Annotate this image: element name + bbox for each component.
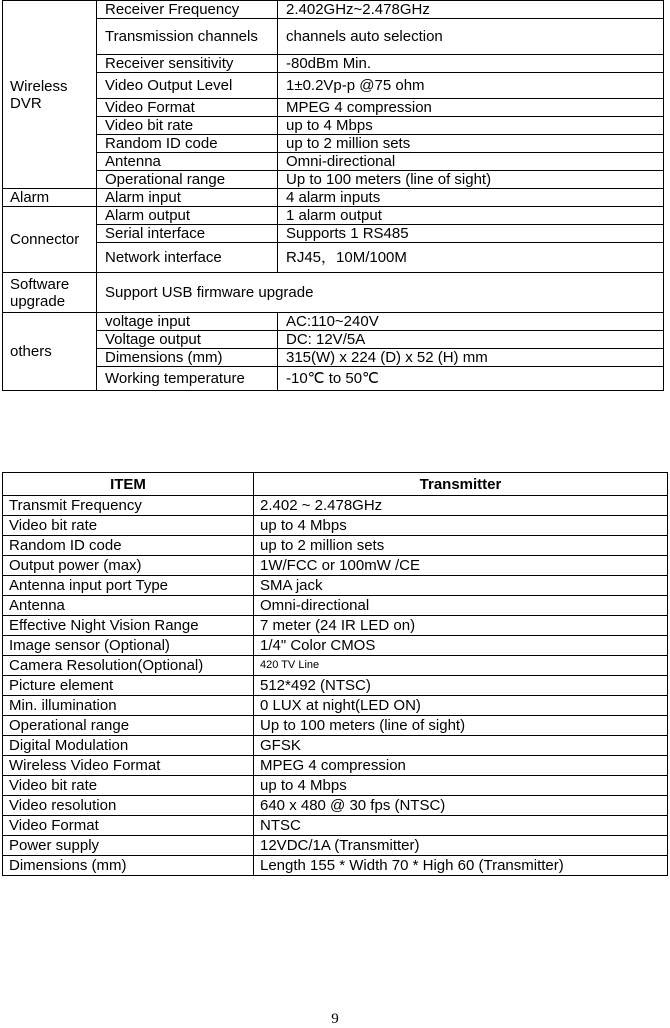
group-name: Wireless DVR: [3, 1, 97, 189]
table-row: [3, 73, 664, 99]
table-row: [3, 225, 664, 243]
table-row: [3, 19, 664, 55]
table-row: [3, 576, 668, 596]
item-cell: Digital Modulation: [3, 736, 254, 756]
table-row: [3, 189, 664, 207]
spec-value: Support USB firmware upgrade: [97, 273, 664, 313]
item-cell: Video bit rate: [3, 776, 254, 796]
transmitter-cell: up to 4 Mbps: [254, 776, 668, 796]
spec-value: Supports 1 RS485: [278, 225, 664, 243]
spec-value: 1±0.2Vp-p @75 ohm: [278, 73, 664, 99]
spec-label: Voltage output: [97, 331, 278, 349]
transmitter-cell: MPEG 4 compression: [254, 756, 668, 776]
item-cell: Dimensions (mm): [3, 856, 254, 876]
table-row: [3, 516, 668, 536]
item-cell: Antenna input port Type: [3, 576, 254, 596]
spec-value: RJ45，10M/100M: [278, 243, 664, 273]
item-cell: Min. illumination: [3, 696, 254, 716]
item-cell: Antenna: [3, 596, 254, 616]
table-row: [3, 616, 668, 636]
transmitter-cell: Up to 100 meters (line of sight): [254, 716, 668, 736]
transmitter-cell: 0 LUX at night(LED ON): [254, 696, 668, 716]
table-row: [3, 273, 664, 313]
table-row: [3, 55, 664, 73]
spec-label: Video Output Level: [97, 73, 278, 99]
spec-label: Receiver Frequency: [97, 1, 278, 19]
table-row: [3, 313, 664, 331]
spec-value: -10℃ to 50℃: [278, 367, 664, 391]
table-row: [3, 756, 668, 776]
item-cell: Operational range: [3, 716, 254, 736]
table-row: [3, 349, 664, 367]
transmitter-spec-table: [2, 472, 668, 876]
transmitter-cell: 12VDC/1A (Transmitter): [254, 836, 668, 856]
spec-value: MPEG 4 compression: [278, 99, 664, 117]
table-row: [3, 716, 668, 736]
item-cell: Random ID code: [3, 536, 254, 556]
table-row: [3, 99, 664, 117]
spec-label: voltage input: [97, 313, 278, 331]
spec-value: -80dBm Min.: [278, 55, 664, 73]
table-row: [3, 556, 668, 576]
item-cell: Video Format: [3, 816, 254, 836]
spec-value: up to 4 Mbps: [278, 117, 664, 135]
table-row: [3, 656, 668, 676]
spec-label: Alarm output: [97, 207, 278, 225]
table-row: [3, 207, 664, 225]
table-row: [3, 536, 668, 556]
spec-value: channels auto selection: [278, 19, 664, 55]
table-row: [3, 1, 664, 19]
transmitter-cell: SMA jack: [254, 576, 668, 596]
table-header-row: [3, 473, 668, 496]
table-row: [3, 856, 668, 876]
spec-label: Transmission channels: [97, 19, 278, 55]
spec-value: Up to 100 meters (line of sight): [278, 171, 664, 189]
transmitter-header: Transmitter: [254, 473, 668, 496]
item-cell: Effective Night Vision Range: [3, 616, 254, 636]
table-row: [3, 796, 668, 816]
transmitter-cell: up to 2 million sets: [254, 536, 668, 556]
item-cell: Video resolution: [3, 796, 254, 816]
spec-value: AC:110~240V: [278, 313, 664, 331]
spec-label: Alarm input: [97, 189, 278, 207]
table-row: [3, 636, 668, 656]
spec-value: up to 2 million sets: [278, 135, 664, 153]
spec-label: Video bit rate: [97, 117, 278, 135]
spec-label: Operational range: [97, 171, 278, 189]
table-row: [3, 117, 664, 135]
transmitter-cell: 1W/FCC or 100mW /CE: [254, 556, 668, 576]
group-name: Connector: [3, 207, 97, 273]
spec-label: Random ID code: [97, 135, 278, 153]
table-row: [3, 596, 668, 616]
table-row: [3, 676, 668, 696]
spec-label: Serial interface: [97, 225, 278, 243]
spec-value: 2.402GHz~2.478GHz: [278, 1, 664, 19]
spec-label: Video Format: [97, 99, 278, 117]
table-row: [3, 776, 668, 796]
transmitter-cell: up to 4 Mbps: [254, 516, 668, 536]
item-cell: Output power (max): [3, 556, 254, 576]
table-row: [3, 496, 668, 516]
transmitter-cell: 1/4" Color CMOS: [254, 636, 668, 656]
spec-value: 1 alarm output: [278, 207, 664, 225]
transmitter-cell: Length 155 * Width 70 * High 60 (Transmitter): [254, 856, 668, 876]
item-cell: Camera Resolution(Optional): [3, 656, 254, 676]
table-row: [3, 171, 664, 189]
transmitter-cell: 640 x 480 @ 30 fps (NTSC): [254, 796, 668, 816]
table-row: [3, 367, 664, 391]
spec-label: Working temperature: [97, 367, 278, 391]
table-row: [3, 135, 664, 153]
spec-label: Dimensions (mm): [97, 349, 278, 367]
spec-value: DC: 12V/5A: [278, 331, 664, 349]
group-name: Alarm: [3, 189, 97, 207]
transmitter-cell: 512*492 (NTSC): [254, 676, 668, 696]
table-row: [3, 153, 664, 171]
transmitter-cell: Omni-directional: [254, 596, 668, 616]
transmitter-cell: NTSC: [254, 816, 668, 836]
table-row: [3, 736, 668, 756]
group-name: Software upgrade: [3, 273, 97, 313]
item-header: ITEM: [3, 473, 254, 496]
table-row: [3, 696, 668, 716]
group-name: others: [3, 313, 97, 391]
item-cell: Image sensor (Optional): [3, 636, 254, 656]
dvr-spec-table: [2, 0, 664, 391]
spec-value: Omni-directional: [278, 153, 664, 171]
spec-value: 4 alarm inputs: [278, 189, 664, 207]
page-number: 9: [331, 1011, 339, 1027]
transmitter-cell: 420 TV Line: [254, 656, 668, 676]
item-cell: Power supply: [3, 836, 254, 856]
spec-label: Network interface: [97, 243, 278, 273]
item-cell: Wireless Video Format: [3, 756, 254, 776]
table-row: [3, 836, 668, 856]
item-cell: Picture element: [3, 676, 254, 696]
spec-label: Receiver sensitivity: [97, 55, 278, 73]
transmitter-cell: 2.402 ~ 2.478GHz: [254, 496, 668, 516]
table-row: [3, 243, 664, 273]
spec-label: Antenna: [97, 153, 278, 171]
transmitter-cell: 7 meter (24 IR LED on): [254, 616, 668, 636]
spec-value: 315(W) x 224 (D) x 52 (H) mm: [278, 349, 664, 367]
table-row: [3, 331, 664, 349]
item-cell: Transmit Frequency: [3, 496, 254, 516]
transmitter-cell: GFSK: [254, 736, 668, 756]
item-cell: Video bit rate: [3, 516, 254, 536]
table-row: [3, 816, 668, 836]
